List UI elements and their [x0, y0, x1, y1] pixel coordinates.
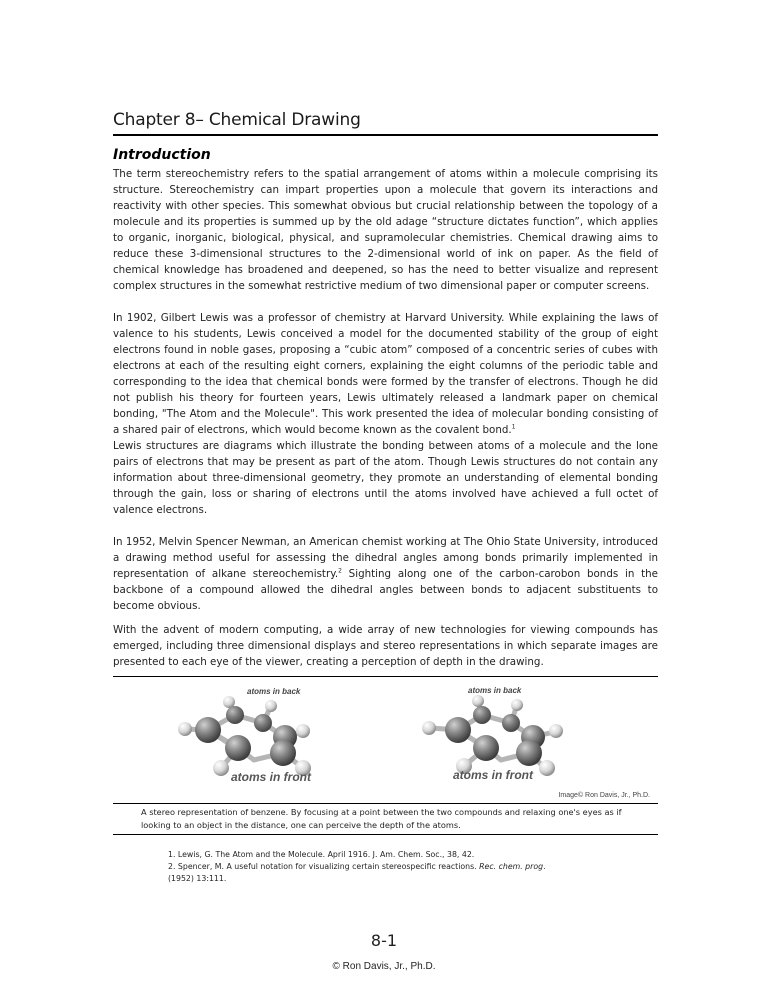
footnote-1: 1. Lewis, G. The Atom and the Molecule. April 1916. J. Am. Chem. Soc., 38, 42.	[168, 850, 475, 859]
hydrogen-atom	[265, 700, 277, 712]
label-atoms-in-back-left: atoms in back	[247, 687, 301, 696]
benzene-right	[422, 695, 563, 776]
carbon-atom	[226, 706, 244, 724]
hydrogen-atom	[422, 721, 436, 735]
hydrogen-atom	[549, 724, 563, 738]
footnotes	[168, 849, 546, 885]
label-atoms-in-front-left: atoms in front	[231, 770, 311, 784]
benzene-figure	[113, 678, 658, 804]
footnote-2-text: 2. Spencer, M. A useful notation for visualizing certain stereospecific reactions.	[168, 862, 477, 871]
footnote-2-journal: Rec. chem. prog	[479, 862, 544, 871]
hydrogen-atom	[178, 722, 192, 736]
chapter-title: Chapter 8– Chemical Drawing	[113, 110, 361, 130]
footnote-2-punct: .	[543, 862, 546, 871]
benzene-stereo-svg	[113, 678, 658, 804]
paragraph-2-text: In 1902, Gilbert Lewis was a professor of chemistry at Harvard University. While explaining the laws of valence to his students, Lewis conceived a model for the documented stability of the group of eight electrons found in noble gases, proposing a “cubic atom” composed of a concentric series of cubes with electrons at each of the resulting eight corners, explaining the eight columns of the periodic table and corresponding to the idea that chemical bonds were formed by the transfer of electrons. Though he did not publish his theory for fourteen years, Lewis ultimately released a landmark paper on chemical bonding, "The Atom and the Molecule". This work presented the idea of molecular bonding consisting of a shared pair of electrons, which would become known as the covalent bond.	[113, 312, 658, 436]
carbon-atom	[270, 740, 296, 766]
carbon-atom	[445, 717, 471, 743]
section-heading: Introduction	[113, 147, 211, 163]
footer-copyright: © Ron Davis, Jr., Ph.D.	[332, 961, 436, 972]
hydrogen-atom	[213, 760, 229, 776]
carbon-atom	[473, 706, 491, 724]
figure-caption: A stereo representation of benzene. By focusing at a point between the two compounds and relaxing one's eyes as if looking to an object in the distance, one can perceive the depth of the atoms.	[141, 807, 622, 830]
hydrogen-atom	[539, 760, 555, 776]
paragraph-4-text-b: Sighting along one of the carbon-carobon bonds in the backbone of a compound allowed the dihedral angles between bonds to adjacent substituents to become obvious.	[113, 568, 658, 612]
carbon-atom	[195, 717, 221, 743]
footnote-ref-2: 2	[338, 567, 342, 575]
figure-bottom-rule	[113, 834, 658, 835]
hydrogen-atom	[511, 699, 523, 711]
carbon-atom	[254, 714, 272, 732]
figure-top-rule	[113, 676, 658, 677]
image-credit: Image© Ron Davis, Jr., Ph.D.	[558, 792, 650, 799]
paragraph-4	[113, 534, 658, 614]
label-atoms-in-back-right: atoms in back	[468, 686, 522, 695]
hydrogen-atom	[296, 724, 310, 738]
carbon-atom	[516, 740, 542, 766]
figure-mid-rule	[113, 803, 658, 804]
paragraph-2	[113, 310, 658, 438]
footnote-ref-1: 1	[511, 423, 516, 431]
hydrogen-atom	[472, 695, 484, 707]
carbon-atom	[502, 714, 520, 732]
carbon-atom	[225, 735, 251, 761]
label-atoms-in-front-right: atoms in front	[453, 768, 533, 782]
paragraph-5: With the advent of modern computing, a wide array of new technologies for viewing compounds has emerged, including three dimensional displays and stereo representations in which separate images are presented to each eye of the viewer, creating a perception of depth in the drawing.	[113, 624, 658, 668]
paragraph-1: The term stereochemistry refers to the spatial arrangement of atoms within a molecule comprising its structure. Stereochemistry can impart properties upon a molecule that govern its interactions and reactivity with other species. This somewhat obvious but crucial relationship between the topology of a molecule and its properties is summed up by the old adage “structure dictates function”, which applies to organic, inorganic, biological, physical, and supramolecular chemistries. Chemical drawing aims to reduce these 3-dimensional structures to the 2-dimensional world of ink on paper. As the field of chemical knowledge has broadened and deepened, so has the need to better visualize and represent complex structures in the somewhat restrictive medium of two dimensional paper or computer screens.	[113, 168, 658, 292]
benzene-left	[178, 696, 311, 776]
page-number: 8-1	[370, 931, 398, 950]
paragraph-3: Lewis structures are diagrams which illustrate the bonding between atoms of a molecule and the lone pairs of electrons that may be present as part of the atom. Though Lewis structures do not contain any information about three-dimensional geometry, they promote an understanding of elemental bonding through the gain, loss or sharing of electrons until the atoms involved have achieved a full octet of valence electrons.	[113, 440, 658, 516]
paragraph-4-text-a: In 1952, Melvin Spencer Newman, an American chemist working at The Ohio State University, introduced a drawing method useful for assessing the dihedral angles among bonds primarily implemented in representation of alkane stereochemistry.	[113, 536, 658, 580]
title-rule	[113, 134, 658, 136]
footnote-2-cont: (1952) 13:111.	[168, 874, 227, 883]
footnote-2	[168, 861, 546, 873]
carbon-atom	[473, 735, 499, 761]
